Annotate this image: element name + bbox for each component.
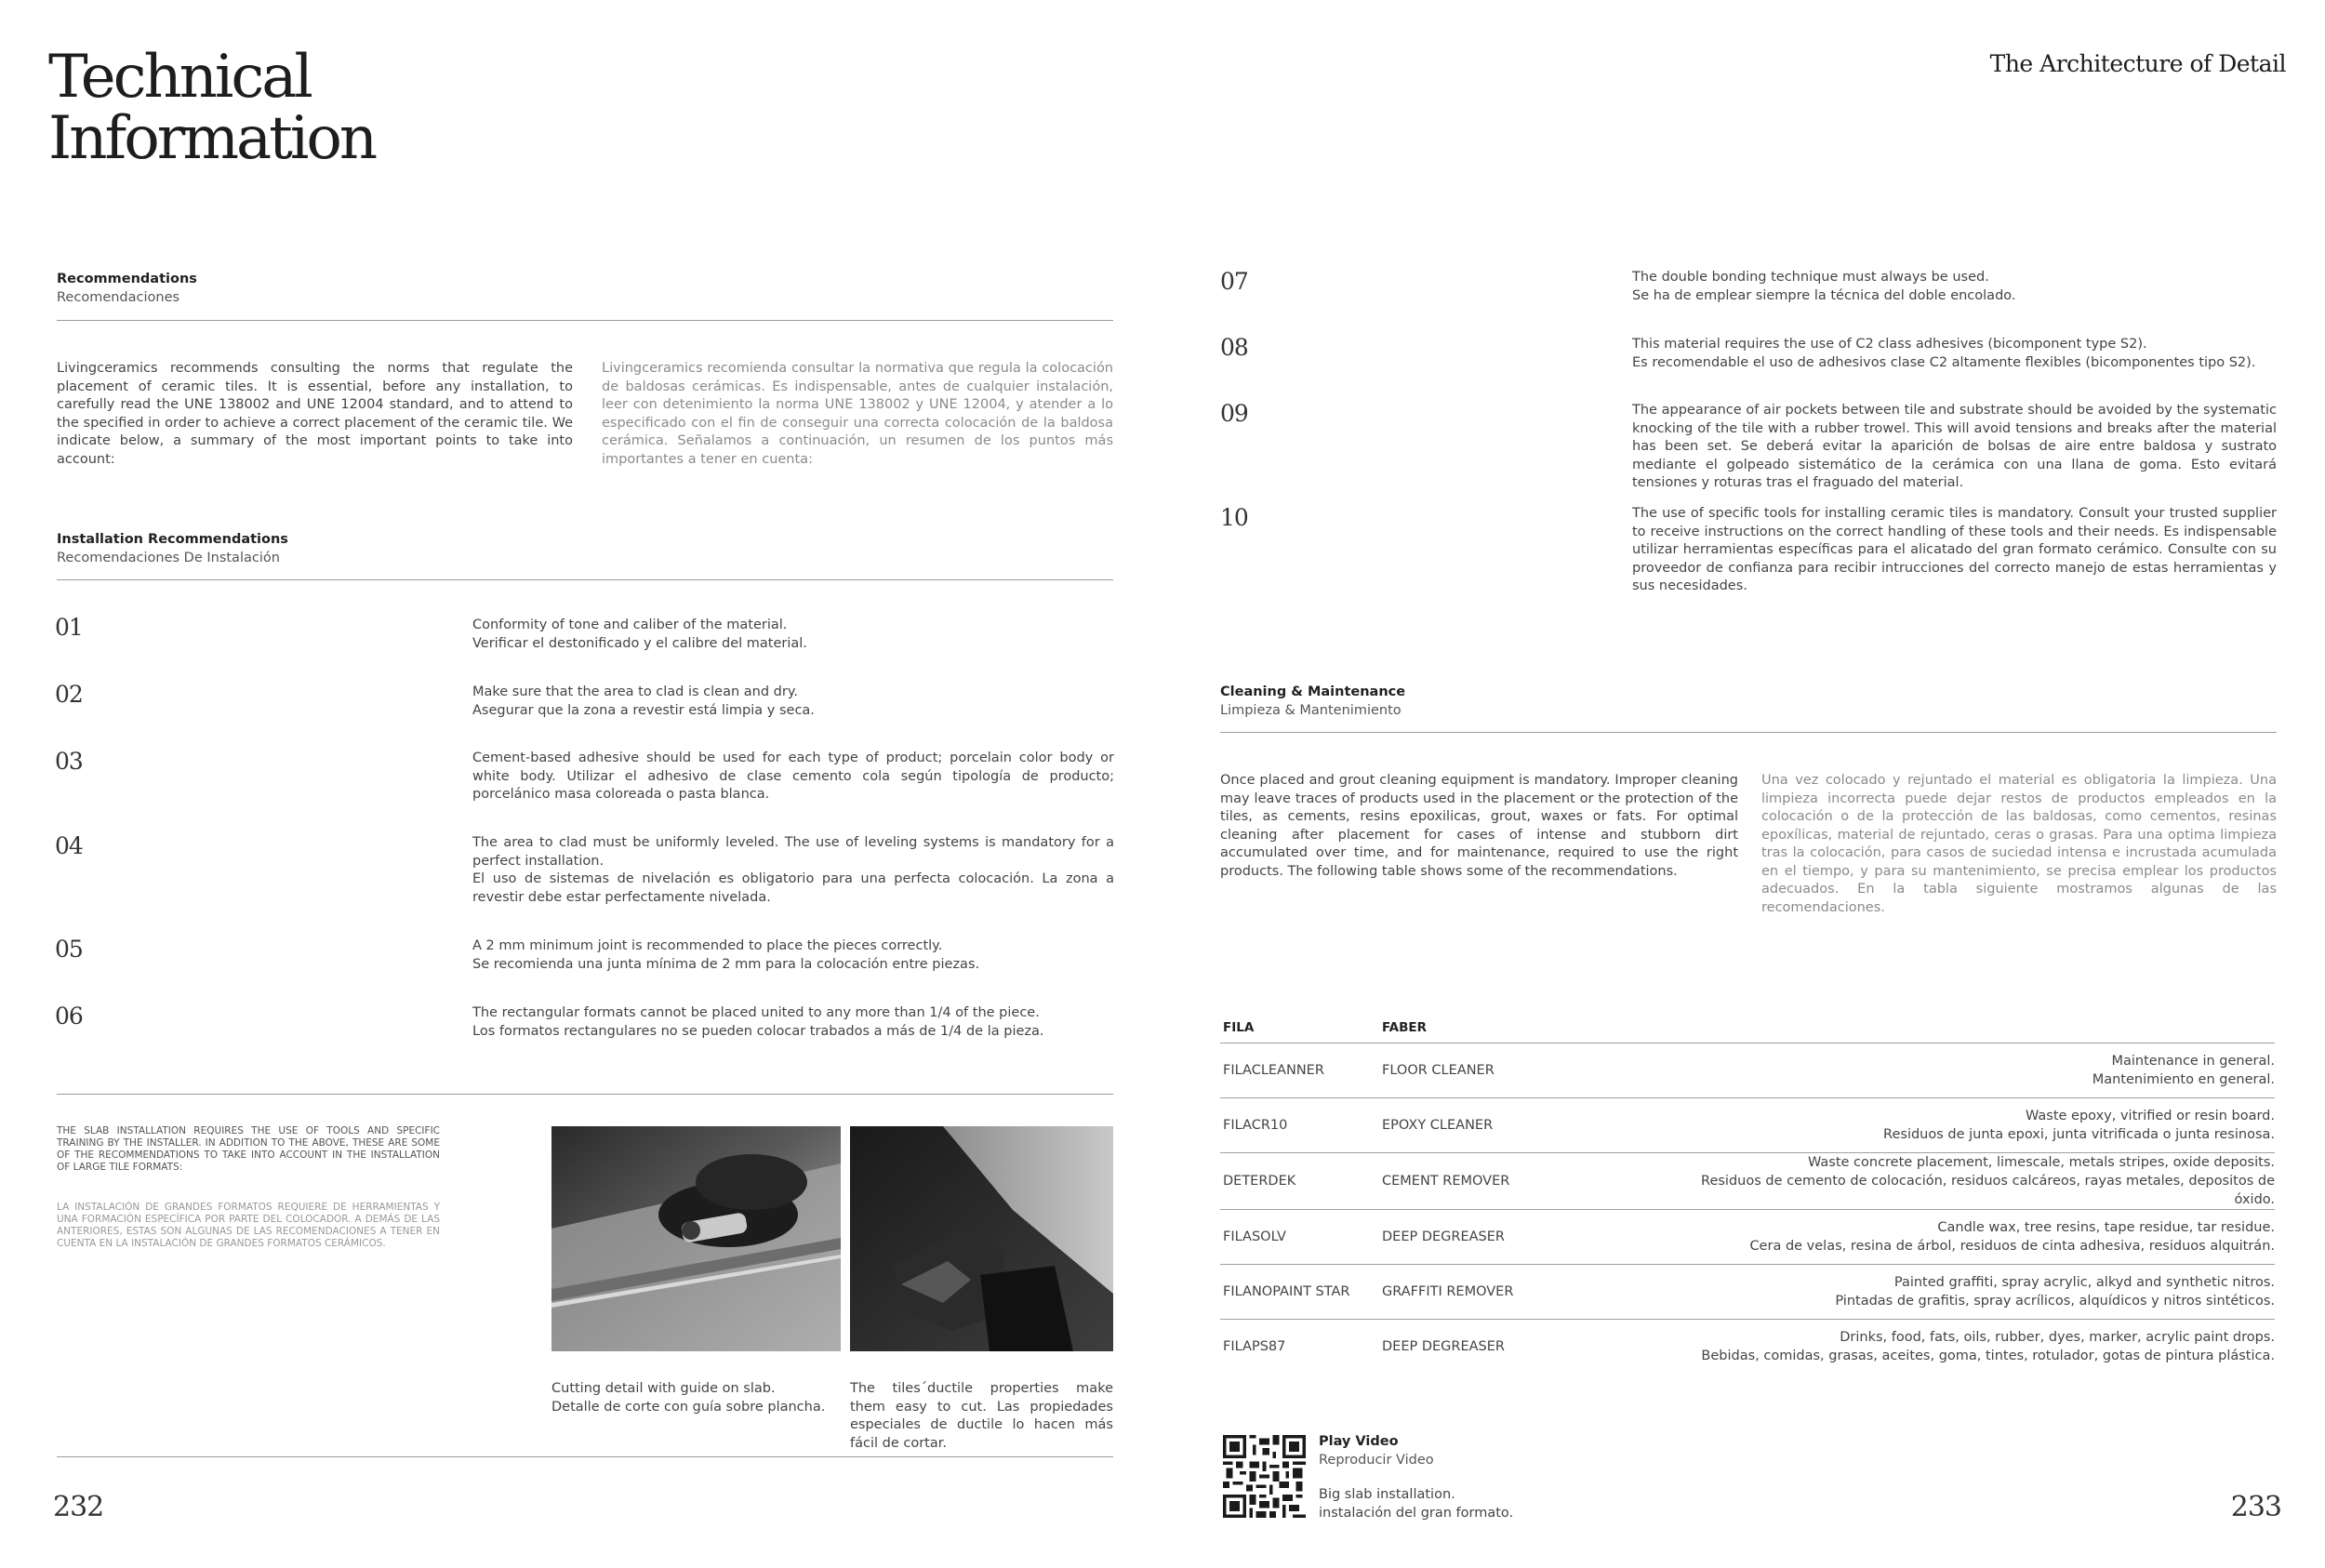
use-cell	[1677, 1320, 2275, 1375]
photo1-caption	[551, 1380, 841, 1416]
item-text	[472, 937, 1114, 974]
item-text	[1632, 505, 2277, 596]
item-number: 03	[55, 748, 83, 775]
item-text	[472, 834, 1114, 907]
recommendations-heading	[57, 270, 197, 307]
title-line-1: Technical	[48, 43, 311, 112]
table-row	[1220, 1265, 2275, 1320]
table-row	[1220, 1098, 2275, 1153]
item-text-es: Asegurar que la zona a revestir está limpia y seca.	[472, 702, 815, 718]
faber-cell: EPOXY CLEANER	[1379, 1098, 1677, 1153]
photo2-caption: The tiles´ductile properties make them easy to cut. Las propiedades especiales de ductile lo hacen más fácil de cortar.	[850, 1381, 1113, 1451]
item-number: 06	[55, 1003, 83, 1030]
item-text-es: Verificar el destonificado y el calibre del material.	[472, 635, 807, 651]
photo1-caption-es: Detalle de corte con guía sobre plancha.	[551, 1399, 826, 1415]
use-cell	[1677, 1098, 2275, 1153]
item-text-es: Utilizar el adhesivo de clase cemento cola según tipología de producto; porcelánico masa coloreada o pasta blanca.	[472, 768, 1115, 802]
title-line-2: Information	[48, 104, 376, 173]
item-text	[1632, 336, 2277, 372]
item-text-en: A 2 mm minimum joint is recommended to place the pieces correctly.	[472, 938, 943, 953]
item-text	[472, 684, 1114, 720]
use-en: Waste epoxy, vitrified or resin board.	[2025, 1109, 2275, 1123]
column-header-use	[1677, 992, 2275, 1043]
use-en: Candle wax, tree resins, tape residue, tar residue.	[1937, 1220, 2275, 1235]
table-row	[1220, 1153, 2275, 1210]
video-description	[1319, 1486, 1513, 1522]
fila-cell: FILACR10	[1220, 1098, 1379, 1153]
divider	[1220, 732, 2277, 733]
item-text-es: Se recomienda una junta mínima de 2 mm para la colocación entre piezas.	[472, 956, 980, 972]
cutting-detail-image	[551, 1126, 841, 1351]
play-video-label-es: Reproducir Video	[1319, 1453, 1434, 1468]
recommendations-heading-en: Recommendations	[57, 272, 197, 286]
fila-cell: FILANOPAINT STAR	[1220, 1265, 1379, 1320]
item-text-es: Es indispensable utilizar herramientas específicas para el alicatado del gran formato cerámico. Consulte con su proveedor de confianza para recibir intrucciones del correcto manejo de estas herramientas y sus necesidades.	[1632, 524, 2277, 593]
fila-cell: FILASOLV	[1220, 1210, 1379, 1265]
cleaning-heading	[1220, 683, 1405, 720]
use-en: Drinks, food, fats, oils, rubber, dyes, marker, acrylic paint drops.	[1840, 1330, 2275, 1345]
tile-ductile-image	[850, 1126, 1113, 1351]
column-header-fila: FILA	[1220, 992, 1379, 1043]
document-header: The Architecture of Detail	[1989, 50, 2286, 77]
use-es: Pintadas de grafitis, spray acrílicos, alquídicos y nitros sintéticos.	[1835, 1294, 2275, 1309]
item-text	[472, 617, 1114, 653]
item-text-es: Se ha de emplear siempre la técnica del doble encolado.	[1632, 287, 2016, 303]
page-number-left: 232	[53, 1491, 104, 1523]
divider	[57, 1094, 1113, 1095]
item-text-es: El uso de sistemas de nivelación es obligatorio para una perfecta colocación. La zona a revestir debe estar perfectamente nivelada.	[472, 871, 1114, 905]
use-en: Maintenance in general.	[2111, 1054, 2275, 1069]
item-text-en: This material requires the use of C2 class adhesives (bicomponent type S2).	[1632, 337, 2147, 352]
faber-cell: DEEP DEGREASER	[1382, 1339, 1506, 1354]
item-text-en: The use of specific tools for installing ceramic tiles is mandatory. Consult your trusted supplier to receive instructions on the correct handling of these tools and their needs.	[1632, 506, 2277, 539]
slab-note-es: LA INSTALACIÓN DE GRANDES FORMATOS REQUIERE DE HERRAMIENTAS Y UNA FORMACIÓN ESPECÍFICA POR PARTE DEL COLOCADOR. A DEMÁS DE LAS ANTERIORES, ESTAS SON ALGUNAS DE LAS RECOMENDACIONES A TENER EN CUENTA EN LA INSTALACIÓN DE GRANDES FORMATOS CERÁMICOS.	[57, 1202, 440, 1249]
item-text-en: The appearance of air pockets between tile and substrate should be avoided by the systematic knocking of the tile with a rubber trowel. This will avoid tensions and breaks after the material has been set.	[1632, 403, 2277, 454]
photo1-caption-en: Cutting detail with guide on slab.	[551, 1381, 776, 1396]
item-text-en: Cement-based adhesive should be used for each type of product; porcelain color body or white body.	[472, 751, 1114, 784]
item-number: 08	[1220, 334, 1248, 361]
use-cell	[1677, 1043, 2275, 1098]
item-text	[472, 750, 1114, 804]
item-text-en: The rectangular formats cannot be placed united to any more than 1/4 of the piece.	[472, 1005, 1040, 1020]
page-number-right: 233	[2230, 1491, 2281, 1523]
use-en: Waste concrete placement, limescale, metals stripes, oxide deposits.	[1807, 1155, 2275, 1170]
fila-cell: DETERDEK	[1220, 1153, 1379, 1210]
qr-code-icon[interactable]	[1223, 1435, 1306, 1518]
slab-note-en: THE SLAB INSTALLATION REQUIRES THE USE OF TOOLS AND SPECIFIC TRAINING BY THE INSTALLER. IN ADDITION TO THE ABOVE, THESE ARE SOME OF THE RECOMMENDATIONS TO TAKE INTO ACCOUNT IN THE INSTALLATION OF LARGE TILE FORMATS:	[57, 1125, 440, 1173]
installation-heading-es: Recomendaciones De Instalación	[57, 551, 280, 565]
item-text-es: Se deberá evitar la aparición de bolsas de aire entre baldosa y sustrato mediante el golpeado sistemático de la cerámica con una llana de goma. Esto evitará tensiones y roturas tras el fraguado del material.	[1632, 439, 2278, 490]
item-text-en: The double bonding technique must always be used.	[1632, 270, 1989, 285]
video-description-es: instalación del gran formato.	[1319, 1505, 1514, 1521]
item-number: 05	[55, 936, 83, 963]
item-number: 02	[55, 681, 83, 708]
divider	[57, 579, 1113, 580]
use-en: Painted graffiti, spray acrylic, alkyd and synthetic nitros.	[1893, 1275, 2275, 1290]
item-text-en: The area to clad must be uniformly leveled. The use of leveling systems is mandatory for a perfect installation.	[472, 835, 1114, 869]
faber-cell: GRAFFITI REMOVER	[1379, 1265, 1677, 1320]
use-es: Residuos de cemento de colocación, residuos calcáreos, rayas metales, depositos de óxido.	[1701, 1174, 2275, 1207]
item-number: 10	[1220, 504, 1248, 531]
recommendations-heading-es: Recomendaciones	[57, 290, 180, 305]
use-cell	[1677, 1210, 2275, 1265]
cleaning-heading-en: Cleaning & Maintenance	[1220, 684, 1406, 699]
tile-ductile-photo	[850, 1126, 1113, 1351]
cleaning-heading-es: Limpieza & Mantenimiento	[1220, 703, 1402, 718]
table-row	[1220, 1210, 2275, 1265]
table-row	[1220, 1043, 2275, 1098]
faber-cell: CEMENT REMOVER	[1379, 1153, 1677, 1210]
use-cell	[1677, 1265, 2275, 1320]
divider	[57, 320, 1113, 321]
item-text-es: Es recomendable el uso de adhesivos clase C2 altamente flexibles (bicomponentes tipo S2).	[1632, 354, 2256, 370]
column-header-faber: FABER	[1379, 992, 1677, 1043]
item-text-en: Conformity of tone and caliber of the material.	[472, 618, 788, 632]
play-video-link[interactable]	[1319, 1432, 1434, 1469]
item-text	[472, 1004, 1114, 1041]
item-text-en: Make sure that the area to clad is clean and dry.	[472, 684, 798, 699]
installation-heading	[57, 530, 288, 567]
page-title	[48, 43, 376, 173]
item-text-es: Los formatos rectangulares no se pueden colocar trabados a más de 1/4 de la pieza.	[472, 1023, 1044, 1039]
cleaning-text-es: Una vez colocado y rejuntado el material es obligatoria la limpieza. Una limpieza incorrecta puede dejar restos de productos empleados en la colocación o de la protección de las baldosas, como cementos, resinas epoxílicas, material de rejuntado, ceras o grasas. Para una optima limpieza tras la colocación, para casos de suciedad intensa e incrustada acumulada en el tiempo, y para su mantenimiento, se precisa emplear los productos adecuados. En la tabla siguiente mostramos algunas de las recomendaciones.	[1761, 773, 2277, 915]
qr-code-graphic	[1223, 1435, 1306, 1518]
item-number: 04	[55, 832, 83, 859]
divider	[57, 1456, 1113, 1457]
fila-cell: FILAPS87	[1223, 1339, 1286, 1354]
use-es: Cera de velas, resina de árbol, residuos de cinta adhesiva, residuos alquitrán.	[1749, 1239, 2275, 1254]
cutting-detail-photo	[551, 1126, 841, 1351]
use-cell	[1677, 1153, 2275, 1210]
use-es: Bebidas, comidas, grasas, aceites, goma, tintes, rotulador, gotas de pintura plástica.	[1701, 1349, 2275, 1363]
fila-cell: FILACLEANNER	[1220, 1043, 1379, 1098]
faber-cell: FLOOR CLEANER	[1379, 1043, 1677, 1098]
item-number: 07	[1220, 268, 1248, 295]
faber-cell: DEEP DEGREASER	[1379, 1210, 1677, 1265]
item-text	[1632, 402, 2277, 493]
installation-heading-en: Installation Recommendations	[57, 532, 288, 547]
cleaning-text-en: Once placed and grout cleaning equipment is mandatory. Improper cleaning may leave traces of products used in the placement or the protection of the tiles, as cements, resins epoxilicas, grout, waxes or fats. For optimal cleaning after placement for cases of intense and stubborn dirt accumulated over time, and for maintenance, required to use the right products. The following table shows some of the recommendations.	[1220, 773, 1738, 879]
recommendations-text-en: Livingceramics recommends consulting the norms that regulate the placement of ceramic tiles. It is essential, before any installation, to carefully read the UNE 138002 and UNE 12004 standard, and to attend to the specified in order to achieve a correct placement of the ceramic tile. We indicate below, a summary of the most important points to take into account:	[57, 361, 573, 467]
item-text	[1632, 269, 2277, 305]
video-description-en: Big slab installation.	[1319, 1487, 1455, 1502]
cleaning-products-table	[1220, 992, 2275, 1374]
item-number: 09	[1220, 400, 1248, 427]
recommendations-text-es: Livingceramics recomienda consultar la normativa que regula la colocación de baldosas cerámicas. Es indispensable, antes de cualquier instalación, leer con detenimiento la norma UNE 138002 y UNE 12004, y atender a lo especificado con el fin de conseguir una correcta colocación de la baldosa cerámica. Señalamos a continuación, un resumen de los puntos más importantes a tener en cuenta:	[602, 361, 1113, 467]
table-row	[1220, 1320, 2275, 1375]
use-es: Residuos de junta epoxi, junta vitrificada o junta resinosa.	[1883, 1127, 2275, 1142]
table-header-row	[1220, 992, 2275, 1043]
use-es: Mantenimiento en general.	[2092, 1072, 2275, 1087]
play-video-label: Play Video	[1319, 1434, 1399, 1449]
item-number: 01	[55, 614, 83, 641]
